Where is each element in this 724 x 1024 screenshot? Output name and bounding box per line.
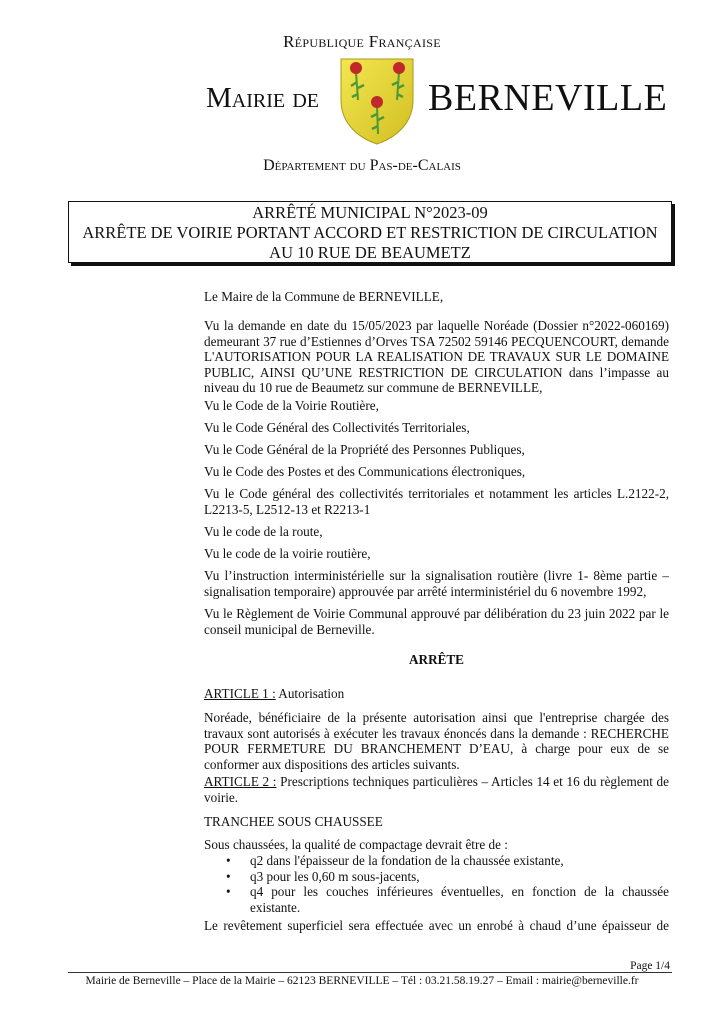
opening-line: Le Maire de la Commune de BERNEVILLE, (204, 289, 444, 304)
mairie-de-label: Mairie de (206, 82, 320, 114)
arrete-subject: ARRÊTE DE VOIRIE PORTANT ACCORD ET RESTRICTION DE CIRCULATION (82, 223, 658, 242)
article-2-title: Prescriptions techniques particulières – Articles 14 et 16 du règlement de voirie. (204, 774, 670, 805)
article-1-heading (204, 686, 669, 702)
article-2-heading (204, 774, 669, 805)
list-item: • q4 pour les couches inférieures éventuelles, en fonction de la chaussée existante. (204, 884, 669, 915)
visa-item: Vu le Code général des collectivités territoriales et notamment les articles L.2122-2, L2213-5, L2512-13 et R2213-1 (204, 486, 669, 517)
visa-item: Vu le code de la voirie routière, (204, 546, 371, 561)
arrete-number: ARRÊTÉ MUNICIPAL N°2023-09 (252, 203, 488, 222)
visa-item: Vu le Code Général de la Propriété des Personnes Publiques, (204, 442, 525, 457)
list-item: • q3 pour les 0,60 m sous-jacents, (204, 869, 669, 885)
article-1-label: ARTICLE 1 : (204, 686, 276, 701)
visa-demande: Vu la demande en date du 15/05/2023 par laquelle Noréade (Dossier n°2022-060169) demeurant 37 rue d’Estiennes d’Orves TSA 72502 59146 PECQUENCOURT, demande L'AUTORISATION POUR LA REALISATION DE TRAVAUX SUR LE DOMAINE PUBLIC, AINSI QU’UNE RESTRICTION DE CIRCULATION dans l’impasse au niveau du 10 rue de Beaumetz sur commune de BERNEVILLE, (204, 318, 669, 395)
visa-item: Vu le code de la route, (204, 524, 323, 539)
article-2-label: ARTICLE 2 : (204, 774, 277, 789)
visa-item: Vu le Code Général des Collectivités Territoriales, (204, 420, 470, 435)
footer-address: Mairie de Berneville – Place de la Mairie – 62123 BERNEVILLE – Tél : 03.21.58.19.27 – Email : mairie@berneville.fr (85, 975, 639, 987)
article-1-text: Noréade, bénéficiaire de la présente autorisation ainsi que l'entreprise chargée des travaux sont autorisés à exécuter les travaux énoncés dans la demande : RECHERCHE POUR FERMETURE DU BRANCHEMENT D’EAU, à charge pour eux de se conformer aux dispositions des articles suivants. (204, 710, 669, 772)
visa-item: Vu le Règlement de Voirie Communal approuvé par délibération du 23 juin 2022 par le conseil municipal de Berneville. (204, 606, 669, 637)
document-body (204, 0, 669, 1024)
arrete-location: AU 10 RUE DE BEAUMETZ (269, 243, 471, 262)
list-item: • q2 dans l'épaisseur de la fondation de la chaussée existante, (204, 853, 669, 869)
footer-divider (68, 972, 672, 973)
revetement-text: Le revêtement superficiel sera effectuée avec un enrobé à chaud d’une épaisseur de (204, 918, 669, 933)
visa-item: Vu l’instruction interministérielle sur la signalisation routière (livre 1- 8ème partie – signalisation temporaire) approuvée par arrêté interministériel du 6 novembre 1992, (204, 568, 669, 599)
article-2-intro: Sous chaussées, la qualité de compactage devrait être de : (204, 837, 508, 852)
departement-label: Département du Pas-de-Calais (263, 157, 461, 174)
page-number: Page 1/4 (630, 960, 670, 972)
commune-name: BERNEVILLE (428, 77, 668, 119)
republique-francaise: République Française (283, 32, 441, 51)
article-1-title: Autorisation (275, 686, 345, 701)
visa-item: Vu le Code des Postes et des Communications électroniques, (204, 464, 526, 479)
arrete-heading: ARRÊTE (409, 652, 464, 667)
visa-item: Vu le Code de la Voirie Routière, (204, 398, 379, 413)
compactage-list (204, 853, 669, 915)
article-2-subheading: TRANCHEE SOUS CHAUSSEE (204, 814, 383, 829)
